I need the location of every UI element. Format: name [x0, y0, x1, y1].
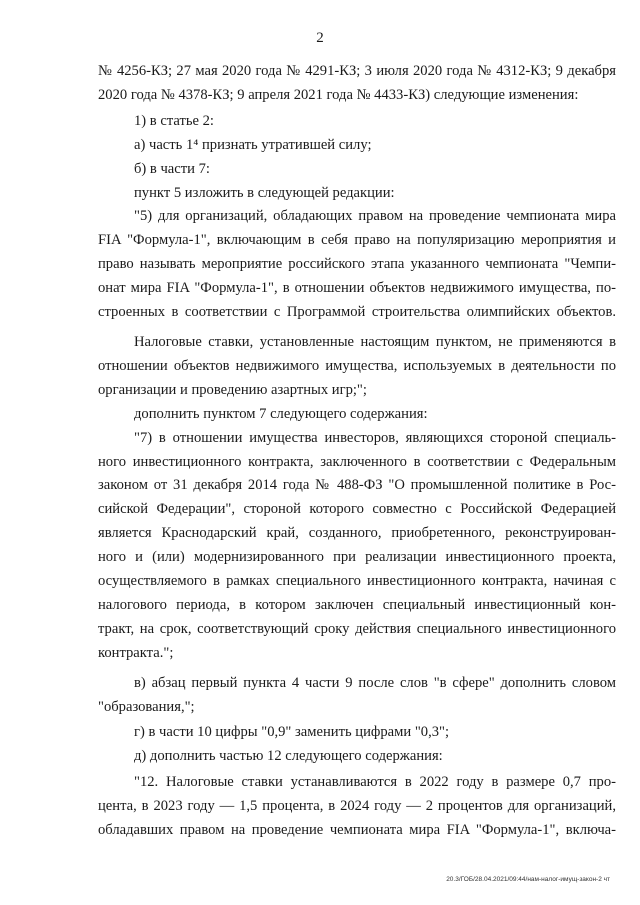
text-line: "образования,";	[98, 698, 195, 715]
text-line: право называть мероприятие российского этапа указанного чемпионата "Чемпи-	[98, 256, 616, 273]
text-line: а) часть 1⁴ признать утратившей силу;	[134, 136, 372, 153]
text-line: цента, в 2023 году — 1,5 процента, в 2024 году — 2 процентов для организаций,	[98, 798, 616, 815]
text-line: контракта.";	[98, 644, 174, 661]
text-line: д) дополнить частью 12 следующего содержания:	[134, 748, 443, 765]
text-line: тракт, на срок, соответствующий сроку действия специального инвестиционного	[98, 620, 616, 637]
text-line: онат мира FIA "Формула-1", в отношении объектов недвижимого имущества, по-	[98, 280, 616, 297]
text-line: является Краснодарский край, созданного, приобретенного, реконструирован-	[98, 525, 616, 542]
text-line: организации и проведению азартных игр;";	[98, 381, 367, 398]
text-line: ного и (или) модернизированного при реализации инвестиционного проекта,	[98, 549, 616, 566]
text-line: сийской Федерации", стороной которого совместно с Российской Федерацией	[98, 501, 616, 518]
text-line: строенных в соответствии с Программой строительства олимпийских объектов.	[98, 304, 616, 321]
text-line: 2020 года № 4378-КЗ; 9 апреля 2021 года № 4433-КЗ) следующие изменения:	[98, 86, 579, 103]
text-line: Налоговые ставки, установленные настоящим пунктом, не применяются в	[134, 333, 616, 350]
text-line: дополнить пунктом 7 следующего содержания:	[134, 405, 428, 422]
text-line: отношении объектов недвижимого имущества, используемых в деятельности по	[98, 357, 616, 374]
text-line: FIA "Формула-1", включающим в себя право на популяризацию мероприятия и	[98, 232, 616, 249]
text-line: 1) в статье 2:	[134, 112, 214, 129]
text-line: пункт 5 изложить в следующей редакции:	[134, 184, 395, 201]
text-line: осуществляемого в рамках специального инвестиционного контракта, начиная с	[98, 573, 616, 590]
text-line: б) в части 7:	[134, 160, 210, 177]
text-line: налогового периода, в котором заключен специальный инвестиционный кон-	[98, 596, 616, 613]
text-line: № 4256-КЗ; 27 мая 2020 года № 4291-КЗ; 3 июля 2020 года № 4312-КЗ; 9 декабря	[98, 63, 616, 79]
text-line: обладавших правом на проведение чемпионата мира FIA "Формула-1", включа-	[98, 822, 616, 839]
text-line: "12. Налоговые ставки устанавливаются в 2022 году в размере 0,7 про-	[134, 774, 616, 791]
text-line: законом от 31 декабря 2014 года № 488-ФЗ "О промышленной политике в Рос-	[98, 477, 616, 494]
text-line: "7) в отношении имущества инвесторов, являющихся стороной специаль-	[134, 429, 616, 446]
document-body	[98, 60, 616, 843]
text-line: ного инвестиционного контракта, заключенного в соответствии с Федеральным	[98, 453, 616, 470]
text-line: г) в части 10 цифры "0,9" заменить цифрами "0,3";	[134, 724, 450, 741]
page-number: 2	[316, 30, 324, 46]
document-footer-code: 20.3/ГОБ/28.04.2021/09:44/нам-налог-имущ-закон-2 чт	[446, 876, 610, 883]
text-line: "5) для организаций, обладающих правом на проведение чемпионата мира	[134, 208, 616, 225]
text-line: в) абзац первый пункта 4 части 9 после слов "в сфере" дополнить словом	[134, 674, 616, 691]
